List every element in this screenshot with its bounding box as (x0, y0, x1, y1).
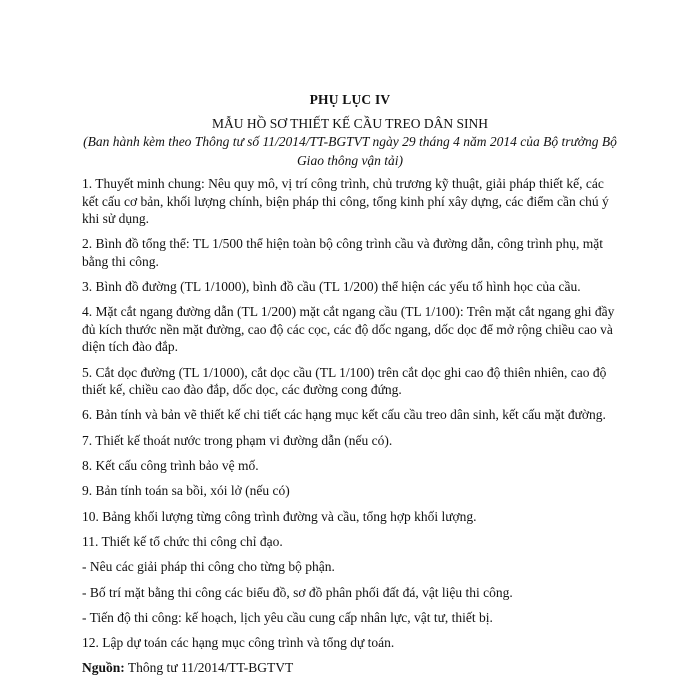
paragraph-quantity-table: 10. Bảng khối lượng từng công trình đường và cầu, tổng hợp khối lượng. (82, 508, 477, 524)
document-body (82, 175, 622, 685)
paragraph-overall-plan: 2. Bình đồ tổng thể: TL 1/500 thể hiện toàn bộ công trình cầu và đường dẫn, công trình phụ, mặt bằng thi công. (82, 236, 603, 269)
paragraph-cost-estimate: 12. Lập dự toán các hạng mục công trình và tổng dự toán. (82, 635, 395, 651)
source-line (82, 659, 622, 677)
paragraph-site-layout: - Bố trí mặt bằng thi công các biểu đồ, sơ đồ phân phối đất đá, vật liệu thi công. (82, 584, 513, 600)
paragraph-drainage: 7. Thiết kế thoát nước trong phạm vi đường dẫn (nếu có). (82, 432, 393, 448)
issuance-note: (Ban hành kèm theo Thông tư số 11/2014/TT-BGTVT ngày 29 tháng 4 năm 2014 của Bộ trưởng Bộ Giao thông vận tải) (83, 134, 617, 168)
paragraph-schedule: - Tiến độ thi công: kế hoạch, lịch yêu cầu cung cấp nhân lực, vật tư, thiết bị. (82, 609, 493, 625)
paragraph-detailed-design: 6. Bản tính và bản vẽ thiết kế chi tiết các hạng mục kết cấu cầu treo dân sinh, kết cấu mặt đường. (82, 407, 606, 423)
document-title: PHỤ LỤC IV (309, 92, 391, 107)
paragraph-construction-solutions: - Nêu các giải pháp thi công cho từng bộ phận. (82, 559, 335, 575)
source-text: Thông tư 11/2014/TT-BGTVT (124, 660, 294, 676)
paragraph-road-bridge-plan: 3. Bình đồ đường (TL 1/1000), bình đồ cầu (TL 1/200) thể hiện các yếu tố hình học của cầu. (82, 279, 581, 295)
paragraph-general-description: 1. Thuyết minh chung: Nêu quy mô, vị trí công trình, chủ trương kỹ thuật, giải pháp thiết kế, các kết cấu cơ bản, khối lượng chính, biện pháp thi công, tổng kinh phí xây dựng, các điểm cần chú ý khi sử dụng. (82, 176, 609, 226)
paragraph-construction-organization: 11. Thiết kế tổ chức thi công chỉ đạo. (82, 533, 283, 549)
paragraph-longitudinal-section: 5. Cắt dọc đường (TL 1/1000), cắt dọc cầu (TL 1/100) trên cắt dọc ghi cao độ thiên nhiên, cao độ thiết kế, chiều cao đào đắp, dốc dọc, các đường cong đứng. (82, 364, 607, 398)
paragraph-sedimentation: 9. Bản tính toán sa bồi, xói lở (nếu có) (82, 483, 290, 499)
paragraph-abutment-protection: 8. Kết cấu công trình bảo vệ mố. (82, 458, 259, 474)
source-label: Nguồn: (82, 660, 125, 676)
paragraph-cross-section: 4. Mặt cắt ngang đường dẫn (TL 1/200) mặt cắt ngang cầu (TL 1/100): Trên mặt cắt ngang ghi đầy đủ kích thước nền mặt đường, cao độ các cọc, các độ dốc ngang, dốc dọc để mở rộng chiều cao và diện tích đào đắp. (82, 304, 615, 355)
document-subtitle: MẪU HỒ SƠ THIẾT KẾ CẦU TREO DÂN SINH (211, 116, 488, 131)
